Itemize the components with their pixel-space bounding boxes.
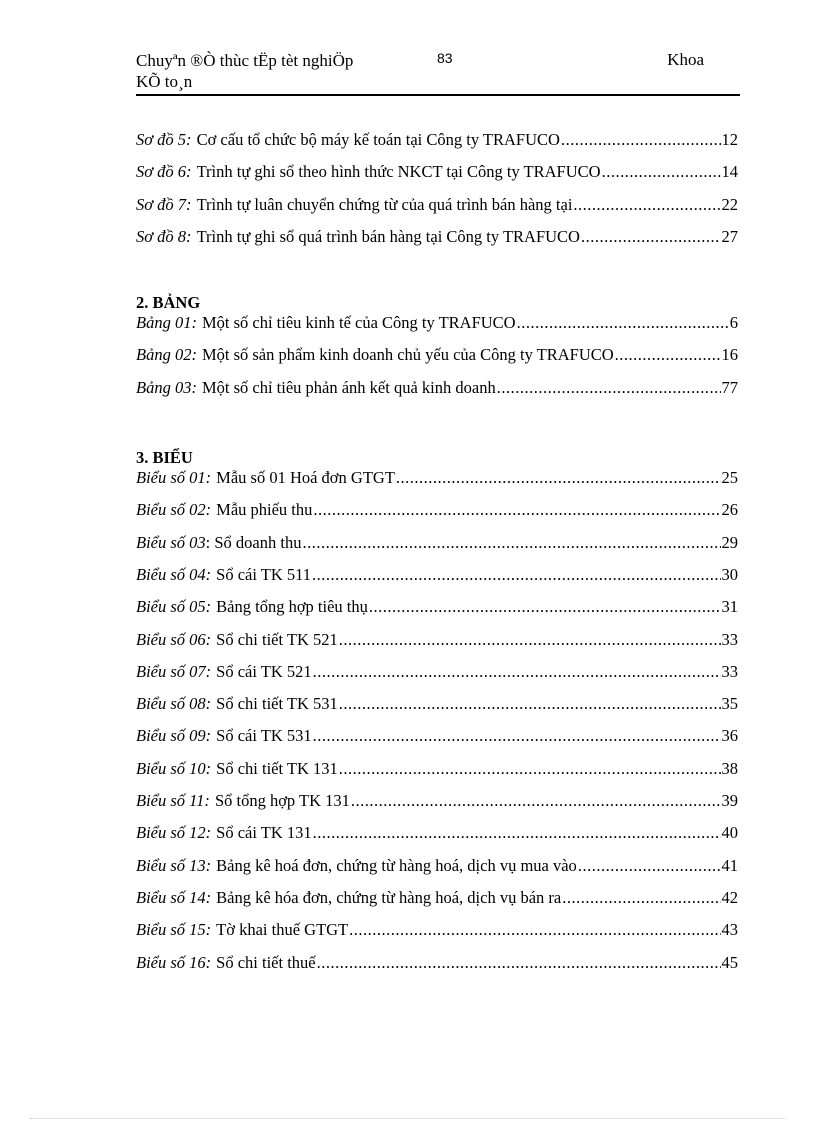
entry-page: 45 bbox=[721, 952, 738, 972]
toc-entry bbox=[136, 468, 738, 500]
leader-dots bbox=[573, 195, 720, 215]
entry-label: Biểu số 11: bbox=[136, 791, 210, 811]
header-title bbox=[136, 50, 353, 92]
diagram-list bbox=[136, 130, 738, 259]
toc-entry bbox=[136, 597, 738, 629]
entry-page: 25 bbox=[721, 468, 738, 488]
entry-page: 33 bbox=[721, 661, 738, 681]
entry-label: Bảng 01: bbox=[136, 313, 197, 333]
page-bottom-divider bbox=[30, 1118, 786, 1119]
entry-label: Biểu số 08: bbox=[136, 694, 212, 714]
entry-page: 16 bbox=[721, 345, 738, 365]
header-right: Khoa bbox=[667, 50, 704, 69]
entry-text: Một số chỉ tiêu phản ánh kết quả kinh doanh bbox=[201, 377, 496, 397]
spacer bbox=[136, 410, 738, 436]
entry-text: Sổ cái TK 511 bbox=[216, 564, 312, 584]
leader-dots bbox=[349, 920, 720, 940]
leader-dots bbox=[602, 162, 721, 182]
entry-label: Biểu số 14: bbox=[136, 887, 212, 907]
leader-dots bbox=[313, 823, 721, 843]
entry-text: Sổ chi tiết TK 521 bbox=[216, 629, 338, 649]
leader-dots bbox=[561, 130, 721, 150]
entry-label: Sơ đồ 6: bbox=[136, 162, 192, 182]
leader-dots bbox=[578, 856, 721, 876]
toc-entry bbox=[136, 694, 738, 726]
entry-label: Biểu số 01: bbox=[136, 468, 212, 488]
entry-text: Sổ cái TK 521 bbox=[216, 661, 312, 681]
leader-dots bbox=[312, 565, 720, 585]
entry-label: Biểu số 10: bbox=[136, 758, 212, 778]
entry-text: Sổ cái TK 131 bbox=[216, 823, 312, 843]
leader-dots bbox=[317, 953, 721, 973]
entry-label: Sơ đồ 8: bbox=[136, 226, 192, 246]
entry-text: Trình tự luân chuyển chứng từ của quá trình bán hàng tại bbox=[196, 194, 573, 214]
spacer bbox=[136, 259, 738, 281]
entry-label: Sơ đồ 7: bbox=[136, 194, 192, 214]
table-of-contents bbox=[136, 130, 738, 985]
entry-text: Trình tự ghi sổ quá trình bán hàng tại Công ty TRAFUCO bbox=[196, 226, 580, 246]
entry-label: Bảng 02: bbox=[136, 345, 197, 365]
entry-label: Biểu số 15: bbox=[136, 920, 212, 940]
entry-page: 14 bbox=[721, 162, 738, 182]
section-heading-tables: 2. BẢNG bbox=[136, 293, 201, 313]
leader-dots bbox=[313, 662, 721, 682]
entry-label: Bảng 03: bbox=[136, 377, 197, 397]
toc-entry bbox=[136, 533, 738, 565]
entry-text: Mẫu phiếu thu bbox=[216, 500, 313, 520]
toc-entry bbox=[136, 313, 738, 345]
entry-text: Sổ chi tiết TK 131 bbox=[216, 758, 338, 778]
entry-label: Biểu số 13: bbox=[136, 855, 212, 875]
leader-dots bbox=[339, 759, 721, 779]
entry-text: Trình tự ghi sổ theo hình thức NKCT tại Công ty TRAFUCO bbox=[196, 162, 601, 182]
toc-entry bbox=[136, 823, 738, 855]
leader-dots bbox=[339, 694, 721, 714]
toc-entry bbox=[136, 162, 738, 194]
entry-text: Sổ cái TK 531 bbox=[216, 726, 312, 746]
table-list bbox=[136, 313, 738, 410]
entry-text: Sổ chi tiết TK 531 bbox=[216, 694, 338, 714]
entry-page: 12 bbox=[721, 130, 738, 149]
leader-dots bbox=[562, 888, 720, 908]
entry-label: Biểu số 04: bbox=[136, 564, 212, 584]
entry-page: 27 bbox=[721, 226, 738, 246]
entry-text: Sổ chi tiết thuế bbox=[216, 952, 316, 972]
leader-dots bbox=[497, 378, 721, 398]
leader-dots bbox=[313, 500, 720, 520]
section-heading-forms: 3. BIỂU bbox=[136, 448, 193, 468]
toc-entry bbox=[136, 888, 738, 920]
entry-label: Biểu số 02: bbox=[136, 500, 212, 520]
entry-page: 40 bbox=[721, 823, 738, 843]
toc-entry bbox=[136, 726, 738, 758]
entry-label: Biểu số 07: bbox=[136, 661, 212, 681]
page-number: 83 bbox=[437, 50, 453, 66]
entry-page: 26 bbox=[721, 500, 738, 520]
entry-label: Biểu số 06: bbox=[136, 629, 212, 649]
entry-text: Bảng tổng hợp tiêu thụ bbox=[216, 597, 368, 617]
toc-entry bbox=[136, 345, 738, 377]
toc-entry bbox=[136, 856, 738, 888]
entry-label: Biểu số 16: bbox=[136, 952, 212, 972]
entry-text: Sổ tổng hợp TK 131 bbox=[214, 791, 350, 811]
leader-dots bbox=[517, 313, 729, 333]
entry-page: 30 bbox=[721, 564, 738, 584]
toc-entry bbox=[136, 920, 738, 952]
form-list bbox=[136, 468, 738, 985]
toc-entry bbox=[136, 378, 738, 410]
entry-text: Tờ khai thuế GTGT bbox=[216, 920, 349, 940]
leader-dots bbox=[396, 468, 721, 488]
entry-text: Một số chỉ tiêu kinh tế của Công ty TRAFUCO bbox=[201, 313, 516, 333]
entry-page: 36 bbox=[721, 726, 738, 746]
entry-label: Biểu số 05: bbox=[136, 597, 212, 617]
entry-label: Biểu số 12: bbox=[136, 823, 212, 843]
entry-page: 6 bbox=[729, 313, 738, 333]
entry-page: 38 bbox=[721, 758, 738, 778]
leader-dots bbox=[615, 345, 721, 365]
entry-page: 77 bbox=[721, 377, 738, 397]
leader-dots bbox=[369, 597, 721, 617]
page-header bbox=[136, 48, 740, 96]
toc-entry bbox=[136, 759, 738, 791]
entry-label: Biểu số 09: bbox=[136, 726, 212, 746]
header-title-line1: Chuyªn ®Ò thùc tËp tèt nghiÖp bbox=[136, 51, 354, 70]
leader-dots bbox=[313, 726, 721, 746]
entry-page: 42 bbox=[721, 887, 738, 907]
entry-page: 29 bbox=[721, 532, 738, 552]
entry-page: 39 bbox=[721, 791, 738, 811]
entry-page: 35 bbox=[721, 694, 738, 714]
toc-entry bbox=[136, 630, 738, 662]
leader-dots bbox=[351, 791, 721, 811]
entry-text: Bảng kê hóa đơn, chứng từ hàng hoá, dịch vụ bán ra bbox=[216, 887, 562, 907]
entry-page: 41 bbox=[721, 855, 738, 875]
entry-page: 31 bbox=[721, 597, 738, 617]
entry-page: 22 bbox=[721, 194, 738, 214]
toc-entry bbox=[136, 130, 738, 162]
toc-entry bbox=[136, 953, 738, 985]
entry-text: Một số sản phẩm kinh doanh chủ yếu của Công ty TRAFUCO bbox=[201, 345, 614, 365]
entry-page: 43 bbox=[721, 920, 738, 940]
header-title-line2: KÕ to¸n bbox=[136, 72, 193, 91]
toc-entry bbox=[136, 565, 738, 597]
entry-text: : Sổ doanh thu bbox=[205, 532, 302, 552]
leader-dots bbox=[302, 533, 720, 553]
leader-dots bbox=[581, 227, 721, 247]
entry-text: Mẫu số 01 Hoá đơn GTGT bbox=[216, 468, 395, 488]
entry-label: Biểu số 03 bbox=[136, 532, 206, 552]
toc-entry bbox=[136, 662, 738, 694]
entry-text: Cơ cấu tổ chức bộ máy kế toán tại Công ty TRAFUCO bbox=[196, 130, 560, 149]
toc-entry bbox=[136, 500, 738, 532]
entry-page: 33 bbox=[721, 629, 738, 649]
leader-dots bbox=[339, 630, 721, 650]
toc-entry bbox=[136, 227, 738, 259]
entry-text: Bảng kê hoá đơn, chứng từ hàng hoá, dịch vụ mua vào bbox=[216, 855, 577, 875]
toc-entry bbox=[136, 195, 738, 227]
entry-label: Sơ đồ 5: bbox=[136, 130, 192, 149]
toc-entry bbox=[136, 791, 738, 823]
